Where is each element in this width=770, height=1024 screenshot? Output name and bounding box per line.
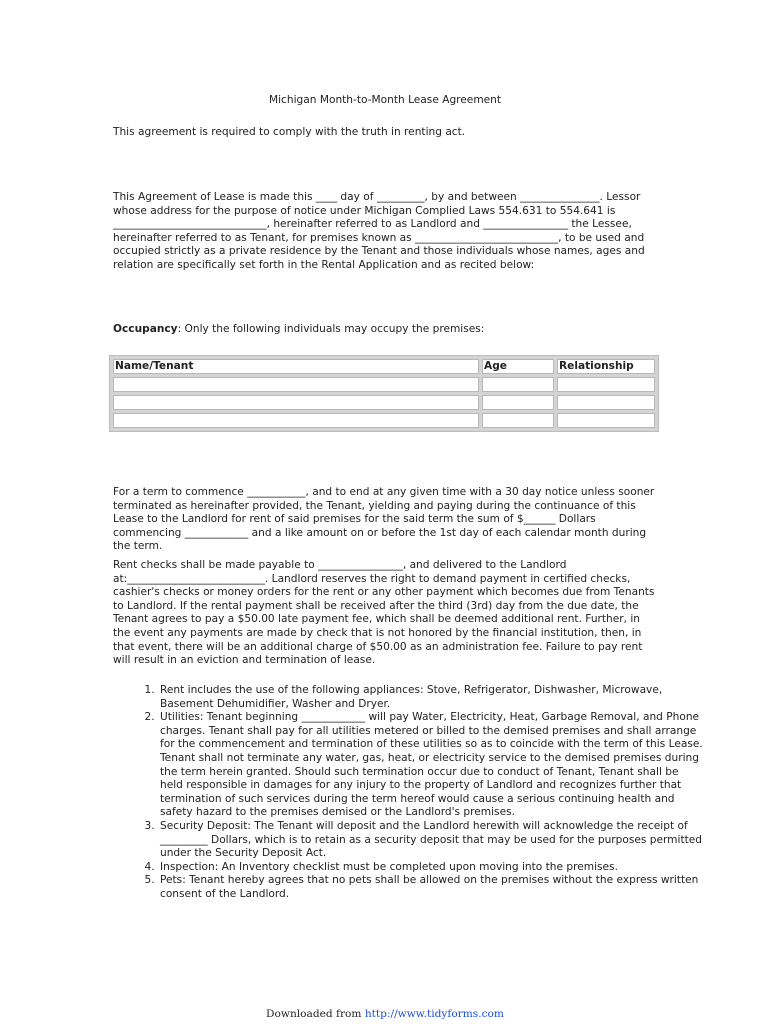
list-item: 3. Security Deposit: The Tenant will deposit and the Landlord herewith will acknowledge the receipt of _________ Dollars, which is to retain as a security deposit that may be used for the purposes permitted under the Security Deposit Act.: [158, 820, 704, 861]
occupancy-table: [109, 355, 659, 432]
cell-age-1[interactable]: [482, 377, 554, 392]
footer-link[interactable]: http://www.tidyforms.com: [364, 1008, 504, 1020]
footer-prefix: Downloaded from: [266, 1008, 365, 1020]
list-item: 4. Inspection: An Inventory checklist must be completed upon moving into the premises.: [158, 861, 704, 875]
header-relationship: Relationship: [557, 359, 655, 374]
occupancy-label: Occupancy: [113, 323, 178, 335]
document-title: Michigan Month-to-Month Lease Agreement: [268, 94, 502, 106]
table-row: [113, 377, 655, 392]
table-row: [113, 413, 655, 428]
list-item: 5. Pets: Tenant hereby agrees that no pets shall be allowed on the premises without the express written consent of the Landlord.: [158, 874, 704, 901]
lease-rules-list: [113, 684, 704, 902]
list-item: 1. Rent includes the use of the following appliances: Stove, Refrigerator, Dishwasher, Microwave, Basement Dehumidifier, Washer and Dryer.: [158, 684, 704, 711]
rent-paragraph: Rent checks shall be made payable to ________________, and delivered to the Landlord at:__________________________. Landlord reserves the right to demand payment in certified checks, cashier's checks or money orders for the rent or any other payment which becomes due from Tenants to Landlord. If the rental payment shall be received after the third (3rd) day from the due date, the Tenant agrees to pay a $50.00 late payment fee, which shall be deemed additional rent. Further, in the event any payments are made by check that is not honored by the financial institution, then, in that event, there will be an additional charge of $50.00 as an administration fee. Failure to pay rent will result in an eviction and termination of lease.: [113, 559, 655, 667]
occupancy-table-header: [113, 359, 655, 374]
table-row: [113, 395, 655, 410]
cell-name-3[interactable]: [113, 413, 479, 428]
occupancy-text: : Only the following individuals may occupy the premises:: [177, 323, 485, 335]
cell-relationship-2[interactable]: [557, 395, 655, 410]
cell-relationship-3[interactable]: [557, 413, 655, 428]
intro-text: This agreement is required to comply with the truth in renting act.: [113, 126, 466, 138]
header-age: Age: [482, 359, 554, 374]
cell-age-2[interactable]: [482, 395, 554, 410]
term-paragraph: For a term to commence ___________, and to end at any given time with a 30 day notice unless sooner terminated as hereinafter provided, the Tenant, yielding and paying during the continuance of this Lease to the Landlord for rent of said premises for the said term the sum of $______ Dollars commencing ____________ and a like amount on or before the 1st day of each calendar month during the term.: [113, 486, 655, 553]
cell-name-1[interactable]: [113, 377, 479, 392]
agreement-paragraph: This Agreement of Lease is made this ____ day of _________, by and between _______________. Lessor whose address for the purpose of notice under Michigan Complied Laws 554.631 to 554.641 is _____________________________, hereinafter referred to as Landlord and ________________ the Lessee, hereinafter referred to as Tenant, for premises known as ___________________________, to be used and occupied strictly as a private residence by the Tenant and those individuals whose names, ages and relation are specifically set forth in the Rental Application and as recited below:: [113, 191, 645, 271]
cell-name-2[interactable]: [113, 395, 479, 410]
cell-relationship-1[interactable]: [557, 377, 655, 392]
occupancy-line: [113, 323, 484, 335]
list-item: 2. Utilities: Tenant beginning ____________ will pay Water, Electricity, Heat, Garbage Removal, and Phone charges. Tenant shall pay for all utilities metered or billed to the demised premises and shall arrange for the commencement and termination of these utilities so as to coincide with the term of this Lease. Tenant shall not terminate any water, gas, heat, or electricity service to the demised premises during the term herein granted. Should such termination occur due to conduct of Tenant, Tenant shall be held responsible in damages for any injury to the property of Landlord and recognizes further that termination of such services during the term hereof would cause a serious continuing health and safety hazard to the premises demised or the Landlord's premises.: [158, 711, 704, 820]
header-name-tenant: Name/Tenant: [113, 359, 479, 374]
cell-age-3[interactable]: [482, 413, 554, 428]
footer: [0, 1008, 770, 1020]
